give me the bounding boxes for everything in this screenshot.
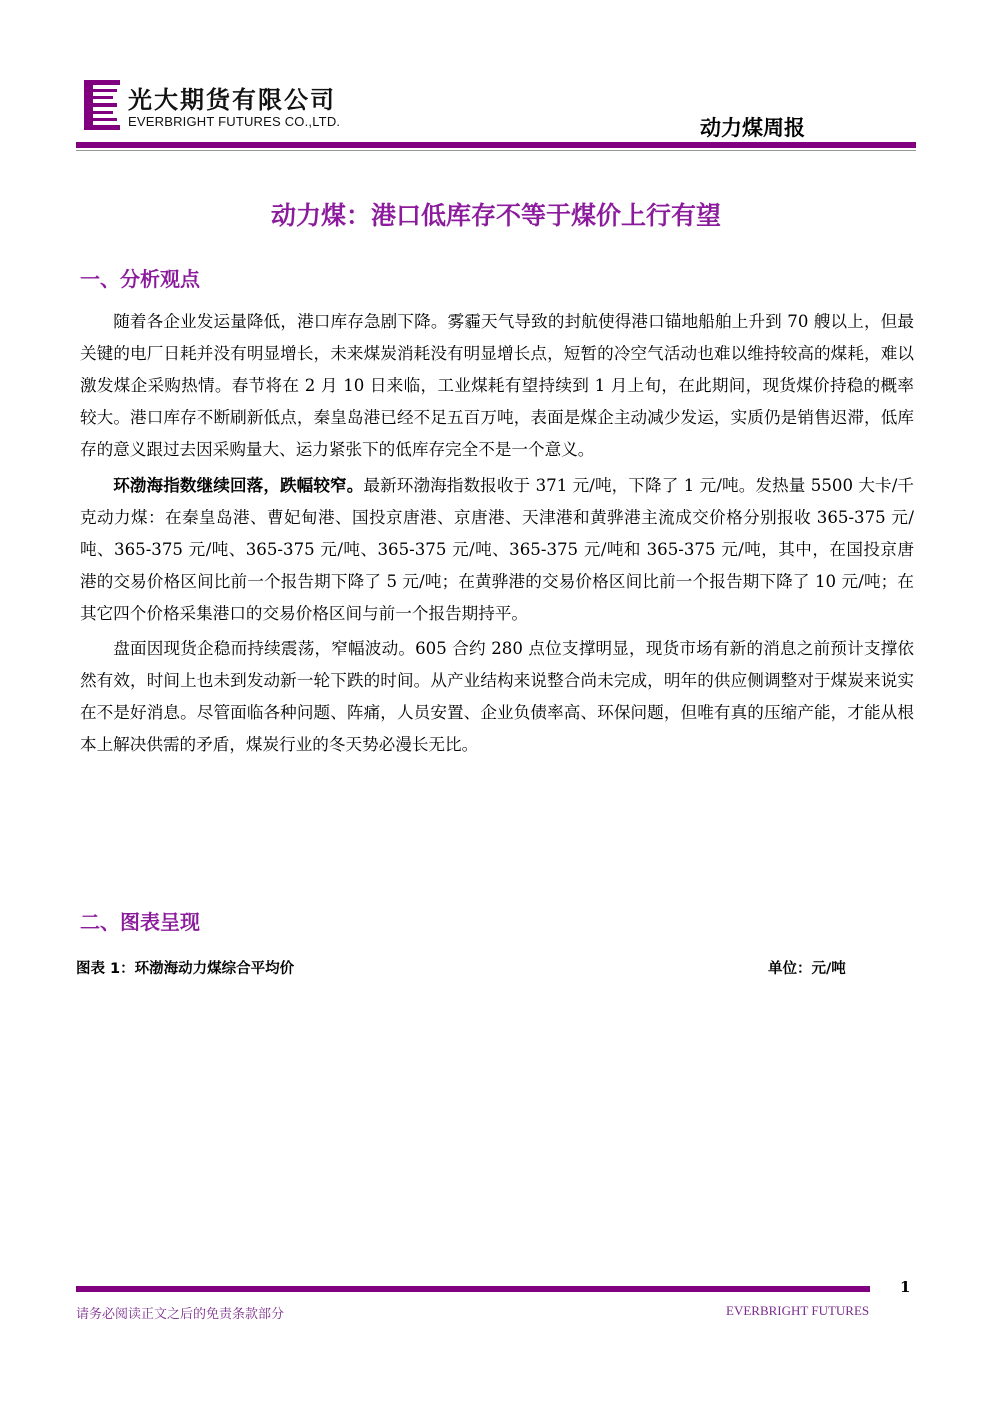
analysis-body <box>80 306 914 761</box>
footer-disclaimer: 请务必阅读正文之后的免责条款部分 <box>76 1307 285 1322</box>
figure-caption: 图表 1：环渤海动力煤综合平均价 <box>76 961 295 977</box>
document-title: 动力煤：港口低库存不等于煤价上行有望 <box>270 201 721 230</box>
report-type-label: 动力煤周报 <box>700 116 805 140</box>
footer-divider <box>76 1286 870 1292</box>
company-name-cn: 光大期货有限公司 <box>128 85 336 114</box>
header-divider <box>76 142 916 148</box>
page-number: 1 <box>900 1278 911 1296</box>
paragraph-2 <box>80 469 914 630</box>
figure-unit: 单位：元/吨 <box>768 961 846 977</box>
header-divider-thin <box>76 150 916 151</box>
paragraph-2-text: 最新环渤海指数报收于 371 元/吨，下降了 1 元/吨。发热量 5500 大卡/千克动力煤：在秦皇岛港、曹妃甸港、国投京唐港、京唐港、天津港和黄骅港主流成交价格分别报收 365-375 元/吨、365-375 元/吨、365-375 元/吨、365-375 元/吨、365-375 元/吨和 365-375 元/吨，其中，在国投京唐港的交易价格区间比前一个报告期下降了 5 元/吨；在黄骅港的交易价格区间比前一个报告期下降了 10 元/吨；在其它四个价格采集港口的交易价格区间与前一个报告期持平。 <box>80 476 914 623</box>
company-name-en: EVERBRIGHT FUTURES CO.,LTD. <box>128 114 341 129</box>
footer-brand: EVERBRIGHT FUTURES <box>726 1303 870 1318</box>
paragraph-2-lead: 环渤海指数继续回落，跌幅较窄。 <box>113 475 364 495</box>
section-heading-analysis: 一、分析观点 <box>80 267 200 291</box>
paragraph-1: 随着各企业发运量降低，港口库存急剧下降。雾霾天气导致的封航使得港口锚地船舶上升到 70 艘以上，但最关键的电厂日耗并没有明显增长，未来煤炭消耗没有明显增长点，短暂的冷空气活动也难以维持较高的煤耗，难以激发煤企采购热情。春节将在 2 月 10 日来临，工业煤耗有望持续到 1 月上旬，在此期间，现货煤价持稳的概率较大。港口库存不断刷新低点，秦皇岛港已经不足五百万吨，表面是煤企主动减少发运，实质仍是销售迟滞，低库存的意义跟过去因采购量大、运力紧张下的低库存完全不是一个意义。 <box>80 312 914 459</box>
everbright-logo-icon <box>84 80 120 130</box>
section-heading-charts: 二、图表呈现 <box>80 910 200 934</box>
paragraph-3: 盘面因现货企稳而持续震荡，窄幅波动。605 合约 280 点位支撑明显，现货市场有新的消息之前预计支撑依然有效，时间上也未到发动新一轮下跌的时间。从产业结构来说整合尚未完成，明年的供应侧调整对于煤炭来说实在不是好消息。尽管面临各种问题、阵痛，人员安置、企业负债率高、环保问题，但唯有真的压缩产能，才能从根本上解决供需的矛盾，煤炭行业的冬天势必漫长无比。 <box>80 639 914 754</box>
